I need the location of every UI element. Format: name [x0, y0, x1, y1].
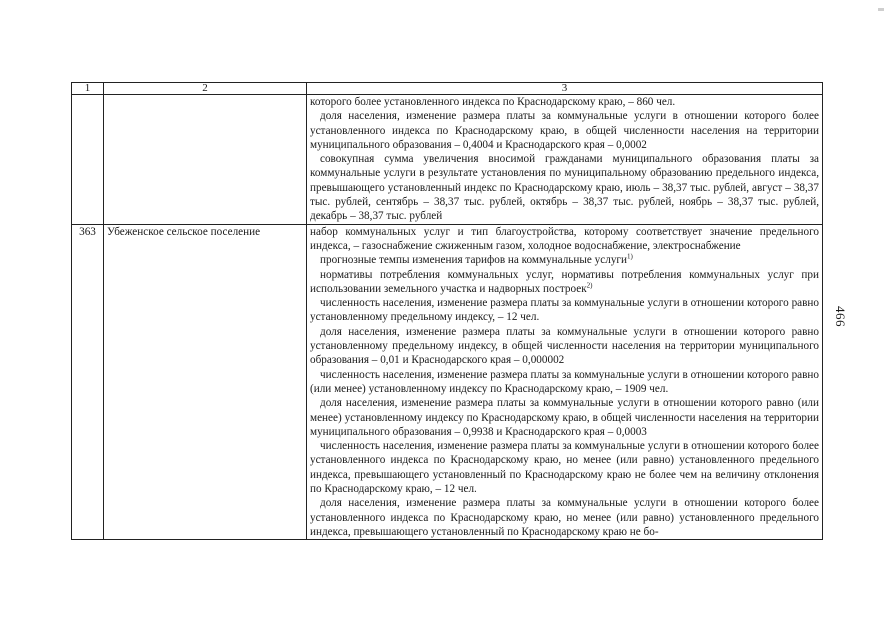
row-number: 363	[72, 224, 104, 540]
content-para-1: набор коммунальных услуг и тип благоустройства, которому соответствует значение предельного индекса, – газоснабжение сжиженным газом, холодное водоснабжение, электроснабжение	[310, 225, 819, 252]
content-para-4: численность населения, изменение размера платы за коммунальные услуги в отношении которого равно установленному предельному индексу, – 12 чел.	[310, 297, 819, 324]
content-para-9: доля населения, изменение размера платы за коммунальные услуги в отношении которого более установленного индекса по Краснодарскому краю, но менее (или равно) установленного предельного индекса, превышающего установленный по Краснодарскому краю не бо-	[310, 497, 819, 538]
content-para-8: численность населения, изменение размера платы за коммунальные услуги в отношении которого более установленного индекса по Краснодарскому краю, но менее (или равно) установленного предельного индекса, превышающего установленный по Краснодарскому краю не более чем на величину отклонения по Краснодарскому краю, – 12 чел.	[310, 440, 819, 496]
footnote-ref-2: 2)	[586, 281, 593, 290]
content-para-5: доля населения, изменение размера платы за коммунальные услуги в отношении которого равно установленному предельному индексу, в общей численности населения на территории муниципального образования – 0,01 и Краснодарского края – 0,000002	[310, 325, 819, 367]
continuation-para-3: совокупная сумма увеличения вносимой гражданами муниципального образования платы за коммунальные услуги в результате установления по муниципальному образованию предельного индекса, превышающего установленный индекс по Краснодарскому краю, июль – 38,37 тыс. рублей, август – 38,37 тыс. рублей, сентябрь – 38,37 тыс. рублей, октябрь – 38,37 тыс. рублей, ноябрь – 38,37 тыс. рублей, декабрь – 38,37 тыс. рублей	[310, 153, 819, 223]
footnote-ref-1: 1)	[626, 252, 633, 261]
content-para-2	[310, 253, 819, 267]
page-number: 466	[833, 306, 848, 327]
header-col-2: 2	[104, 83, 307, 95]
header-col-1: 1	[72, 83, 104, 95]
continuation-content-cell	[307, 95, 823, 225]
content-para-7: доля населения, изменение размера платы за коммунальные услуги в отношении которого равно (или менее) установленному индексу по Краснодарскому краю, в общей численности населения на территории муниципального образования – 0,9938 и Краснодарского края – 0,0003	[310, 397, 819, 438]
continuation-para-2: доля населения, изменение размера платы за коммунальные услуги в отношении которого более установленного индекса по Краснодарскому краю, в общей численности населения на территории муниципального образования – 0,4004 и Краснодарского края – 0,0002	[310, 110, 819, 151]
content-para-3-text: нормативы потребления коммунальных услуг, нормативы потребления коммунальных услуг при использовании земельного участка и надворных построек	[310, 268, 819, 295]
settlement-name: Убеженское сельское поселение	[104, 224, 307, 540]
table-row-continuation	[72, 95, 823, 225]
continuation-name-cell	[104, 95, 307, 225]
content-para-6: численность населения, изменение размера платы за коммунальные услуги в отношении которого равно (или менее) установленному индексу по Краснодарскому краю, – 1909 чел.	[310, 368, 819, 395]
table-row-363	[72, 224, 823, 540]
data-table	[71, 82, 823, 540]
row-content-cell	[307, 224, 823, 540]
header-col-3: 3	[307, 83, 823, 95]
content-para-2-text: прогнозные темпы изменения тарифов на коммунальные услуги	[320, 254, 627, 267]
continuation-para-1: которого более установленного индекса по Краснодарскому краю, – 860 чел.	[310, 96, 676, 108]
continuation-number-cell	[72, 95, 104, 225]
scan-mark	[878, 8, 884, 11]
content-para-3	[310, 268, 819, 297]
table-header-row	[72, 83, 823, 95]
